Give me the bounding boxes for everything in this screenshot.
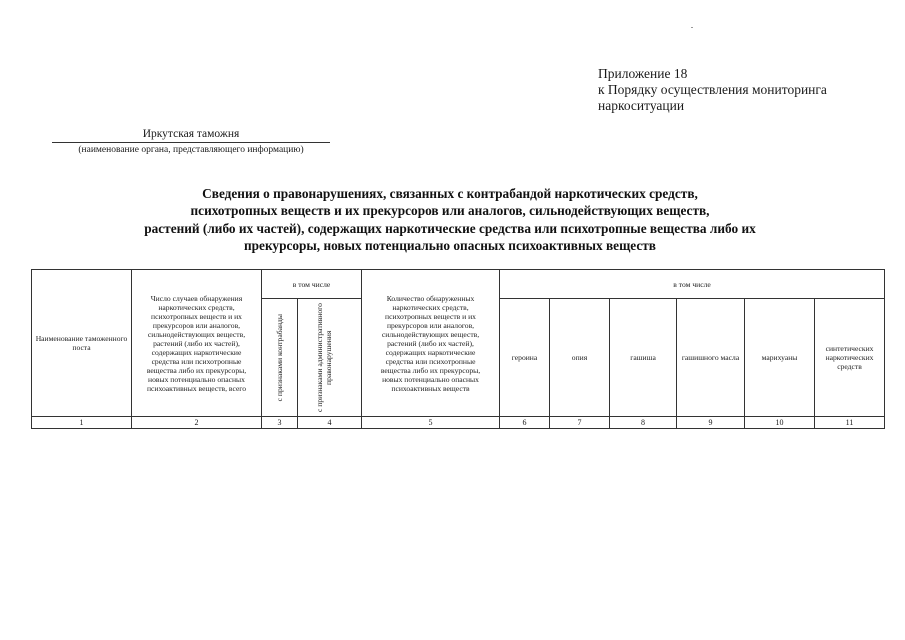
header-heroin: героина: [500, 299, 550, 417]
header-quantity-detected: Количество обнаруженных наркотических средств, психотропных веществ и их прекурсоров или аналогов, сильнодействующих веществ, растений (либо их частей), содержащих наркотические средства или психотропные вещества либо их прекурсоры, новых потенциально опасных психоактивных веществ: [362, 270, 500, 417]
header-admin-offense-signs: [298, 299, 362, 417]
report-table: [31, 269, 885, 429]
column-number: 6: [500, 417, 550, 429]
column-number: 4: [298, 417, 362, 429]
appendix-line: к Порядку осуществления мониторинга: [598, 82, 827, 97]
header-smuggling-signs: [262, 299, 298, 417]
header-admin-offense-label: с признаками административного правонарушения: [314, 303, 333, 412]
document-title: [60, 185, 840, 255]
title-line: прекурсоры, новых потенциально опасных психоактивных веществ: [244, 238, 656, 254]
header-customs-post: Наименование таможенного поста: [32, 270, 132, 417]
column-number: 3: [262, 417, 298, 429]
column-number: 11: [815, 417, 885, 429]
header-hashish: гашиша: [610, 299, 677, 417]
organization-name: Иркутская таможня: [52, 128, 330, 143]
header-opium: опия: [550, 299, 610, 417]
appendix-line: Приложение 18: [598, 66, 688, 81]
organization-block: [52, 128, 330, 156]
header-group-including-1: в том числе: [262, 270, 362, 299]
scan-speck: [691, 27, 693, 28]
column-number: 5: [362, 417, 500, 429]
column-number: 1: [32, 417, 132, 429]
title-line: психотропных веществ и их прекурсоров или аналогов, сильнодействующих веществ,: [190, 203, 710, 219]
header-row: [32, 270, 885, 299]
appendix-line: наркоситуации: [598, 98, 685, 113]
column-number: 2: [132, 417, 262, 429]
header-hashish-oil: гашишного масла: [677, 299, 745, 417]
header-marijuana: марихуаны: [745, 299, 815, 417]
column-number-row: [32, 417, 885, 429]
header-smuggling-signs-label: с признаками контрабанды: [275, 313, 284, 402]
header-synthetic-drugs: синтетических наркотических средств: [815, 299, 885, 417]
column-number: 9: [677, 417, 745, 429]
header-total-cases: Число случаев обнаружения наркотических средств, психотропных веществ и их прекурсоров или аналогов, сильнодействующих веществ, растений (либо их частей), содержащих наркотические средства или психотропные вещества либо их прекурсоры, новых потенциально опасных психоактивных веществ, всего: [132, 270, 262, 417]
column-number: 7: [550, 417, 610, 429]
organization-caption: (наименование органа, представляющего информацию): [78, 145, 304, 155]
column-number: 10: [745, 417, 815, 429]
column-number: 8: [610, 417, 677, 429]
appendix-reference: [598, 66, 827, 114]
title-line: Сведения о правонарушениях, связанных с контрабандой наркотических средств,: [202, 186, 698, 201]
title-line: растений (либо их частей), содержащих наркотические средства или психотропные вещества либо их: [144, 220, 756, 236]
header-group-including-2: в том числе: [500, 270, 885, 299]
